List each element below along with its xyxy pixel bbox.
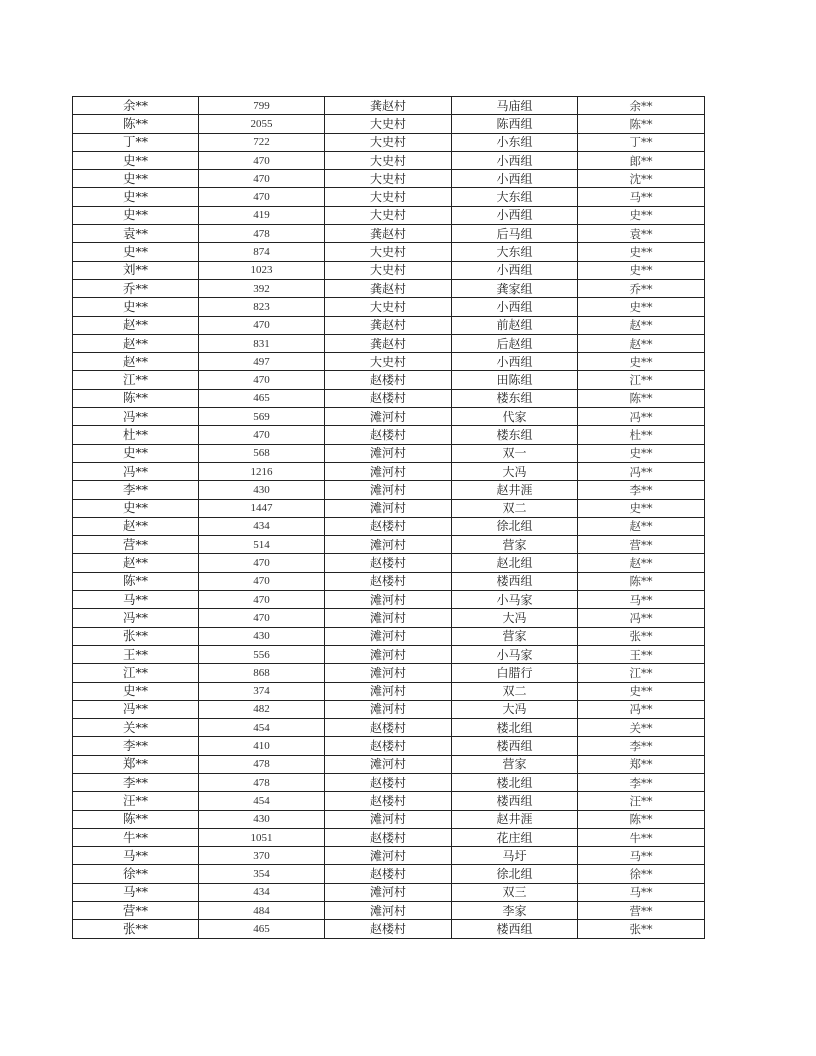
group-cell: 后马组 — [452, 225, 578, 243]
name-cell: 乔** — [73, 279, 199, 297]
name-cell: 江** — [73, 664, 199, 682]
group-cell: 大冯 — [452, 700, 578, 718]
table-row — [73, 151, 705, 169]
group-cell: 前赵组 — [452, 316, 578, 334]
amount-cell: 799 — [199, 97, 325, 115]
agent-cell: 江** — [578, 664, 705, 682]
group-cell: 马庙组 — [452, 97, 578, 115]
group-cell: 楼东组 — [452, 389, 578, 407]
agent-cell: 袁** — [578, 225, 705, 243]
group-cell: 小西组 — [452, 170, 578, 188]
table-row — [73, 591, 705, 609]
village-cell: 大史村 — [325, 243, 452, 261]
name-cell: 史** — [73, 444, 199, 462]
village-cell: 龚赵村 — [325, 334, 452, 352]
table-row — [73, 279, 705, 297]
name-cell: 马** — [73, 883, 199, 901]
village-cell: 赵楼村 — [325, 572, 452, 590]
village-cell: 滩河村 — [325, 462, 452, 480]
amount-cell: 722 — [199, 133, 325, 151]
amount-cell: 874 — [199, 243, 325, 261]
village-cell: 龚赵村 — [325, 279, 452, 297]
agent-cell: 营** — [578, 902, 705, 920]
group-cell: 双三 — [452, 883, 578, 901]
name-cell: 史** — [73, 170, 199, 188]
name-cell: 陈** — [73, 810, 199, 828]
name-cell: 冯** — [73, 609, 199, 627]
village-cell: 赵楼村 — [325, 737, 452, 755]
agent-cell: 史** — [578, 499, 705, 517]
amount-cell: 568 — [199, 444, 325, 462]
table-row — [73, 188, 705, 206]
group-cell: 双一 — [452, 444, 578, 462]
agent-cell: 马** — [578, 591, 705, 609]
table-row — [73, 170, 705, 188]
table-row — [73, 115, 705, 133]
village-cell: 滩河村 — [325, 755, 452, 773]
group-cell: 赵井涯 — [452, 810, 578, 828]
table-row — [73, 645, 705, 663]
table-row — [73, 444, 705, 462]
village-cell: 大史村 — [325, 133, 452, 151]
village-cell: 滩河村 — [325, 499, 452, 517]
agent-cell: 余** — [578, 97, 705, 115]
group-cell: 徐北组 — [452, 865, 578, 883]
name-cell: 李** — [73, 773, 199, 791]
group-cell: 大东组 — [452, 243, 578, 261]
amount-cell: 569 — [199, 408, 325, 426]
amount-cell: 484 — [199, 902, 325, 920]
amount-cell: 2055 — [199, 115, 325, 133]
table-row — [73, 865, 705, 883]
table-row — [73, 700, 705, 718]
village-cell: 大史村 — [325, 298, 452, 316]
name-cell: 江** — [73, 371, 199, 389]
table-row — [73, 737, 705, 755]
village-cell: 滩河村 — [325, 444, 452, 462]
name-cell: 冯** — [73, 408, 199, 426]
name-cell: 陈** — [73, 572, 199, 590]
name-cell: 史** — [73, 188, 199, 206]
name-cell: 史** — [73, 298, 199, 316]
amount-cell: 470 — [199, 151, 325, 169]
village-cell: 大史村 — [325, 188, 452, 206]
village-cell: 滩河村 — [325, 627, 452, 645]
group-cell: 赵北组 — [452, 554, 578, 572]
name-cell: 营** — [73, 902, 199, 920]
agent-cell: 史** — [578, 444, 705, 462]
table-row — [73, 133, 705, 151]
group-cell: 小马家 — [452, 645, 578, 663]
agent-cell: 李** — [578, 773, 705, 791]
group-cell: 双二 — [452, 499, 578, 517]
agent-cell: 张** — [578, 920, 705, 938]
group-cell: 楼西组 — [452, 572, 578, 590]
name-cell: 营** — [73, 536, 199, 554]
name-cell: 赵** — [73, 353, 199, 371]
name-cell: 马** — [73, 591, 199, 609]
agent-cell: 史** — [578, 261, 705, 279]
table-row — [73, 792, 705, 810]
agent-cell: 冯** — [578, 700, 705, 718]
table-row — [73, 773, 705, 791]
amount-cell: 470 — [199, 554, 325, 572]
group-cell: 楼西组 — [452, 792, 578, 810]
village-cell: 滩河村 — [325, 682, 452, 700]
amount-cell: 454 — [199, 719, 325, 737]
name-cell: 丁** — [73, 133, 199, 151]
village-cell: 龚赵村 — [325, 316, 452, 334]
agent-cell: 李** — [578, 737, 705, 755]
amount-cell: 1051 — [199, 828, 325, 846]
amount-cell: 868 — [199, 664, 325, 682]
group-cell: 后赵组 — [452, 334, 578, 352]
village-cell: 赵楼村 — [325, 920, 452, 938]
name-cell: 郑** — [73, 755, 199, 773]
table-row — [73, 243, 705, 261]
group-cell: 马圩 — [452, 847, 578, 865]
table-row — [73, 408, 705, 426]
village-cell: 赵楼村 — [325, 792, 452, 810]
amount-cell: 465 — [199, 389, 325, 407]
table-row — [73, 627, 705, 645]
name-cell: 李** — [73, 737, 199, 755]
table-row — [73, 536, 705, 554]
table-row — [73, 920, 705, 938]
amount-cell: 478 — [199, 225, 325, 243]
name-cell: 赵** — [73, 554, 199, 572]
name-cell: 赵** — [73, 316, 199, 334]
agent-cell: 冯** — [578, 609, 705, 627]
table-row — [73, 572, 705, 590]
table-row — [73, 828, 705, 846]
agent-cell: 赵** — [578, 517, 705, 535]
agent-cell: 赵** — [578, 334, 705, 352]
table-row — [73, 298, 705, 316]
group-cell: 龚家组 — [452, 279, 578, 297]
village-cell: 滩河村 — [325, 481, 452, 499]
agent-cell: 郎** — [578, 151, 705, 169]
agent-cell: 郑** — [578, 755, 705, 773]
village-cell: 大史村 — [325, 353, 452, 371]
village-cell: 大史村 — [325, 115, 452, 133]
village-cell: 大史村 — [325, 261, 452, 279]
name-cell: 徐** — [73, 865, 199, 883]
amount-cell: 434 — [199, 883, 325, 901]
group-cell: 赵井涯 — [452, 481, 578, 499]
name-cell: 陈** — [73, 115, 199, 133]
amount-cell: 514 — [199, 536, 325, 554]
village-cell: 滩河村 — [325, 902, 452, 920]
amount-cell: 374 — [199, 682, 325, 700]
name-cell: 史** — [73, 243, 199, 261]
group-cell: 徐北组 — [452, 517, 578, 535]
amount-cell: 470 — [199, 572, 325, 590]
table-row — [73, 682, 705, 700]
agent-cell: 王** — [578, 645, 705, 663]
table-row — [73, 426, 705, 444]
name-cell: 牛** — [73, 828, 199, 846]
agent-cell: 陈** — [578, 810, 705, 828]
table-row — [73, 371, 705, 389]
amount-cell: 419 — [199, 206, 325, 224]
table-row — [73, 847, 705, 865]
village-cell: 滩河村 — [325, 536, 452, 554]
agent-cell: 史** — [578, 353, 705, 371]
amount-cell: 470 — [199, 316, 325, 334]
name-cell: 冯** — [73, 462, 199, 480]
agent-cell: 汪** — [578, 792, 705, 810]
table-row — [73, 755, 705, 773]
agent-cell: 赵** — [578, 316, 705, 334]
agent-cell: 陈** — [578, 389, 705, 407]
table-row — [73, 206, 705, 224]
village-cell: 滩河村 — [325, 883, 452, 901]
agent-cell: 冯** — [578, 462, 705, 480]
amount-cell: 482 — [199, 700, 325, 718]
table-body — [73, 97, 705, 939]
group-cell: 楼北组 — [452, 719, 578, 737]
group-cell: 大东组 — [452, 188, 578, 206]
group-cell: 李家 — [452, 902, 578, 920]
amount-cell: 497 — [199, 353, 325, 371]
agent-cell: 徐** — [578, 865, 705, 883]
agent-cell: 史** — [578, 243, 705, 261]
village-cell: 赵楼村 — [325, 426, 452, 444]
table-row — [73, 316, 705, 334]
agent-cell: 牛** — [578, 828, 705, 846]
agent-cell: 关** — [578, 719, 705, 737]
name-cell: 史** — [73, 206, 199, 224]
amount-cell: 1447 — [199, 499, 325, 517]
name-cell: 赵** — [73, 334, 199, 352]
village-cell: 大史村 — [325, 206, 452, 224]
amount-cell: 470 — [199, 188, 325, 206]
table-row — [73, 883, 705, 901]
village-cell: 赵楼村 — [325, 719, 452, 737]
agent-cell: 乔** — [578, 279, 705, 297]
group-cell: 小西组 — [452, 206, 578, 224]
table-row — [73, 554, 705, 572]
village-cell: 大史村 — [325, 151, 452, 169]
amount-cell: 1216 — [199, 462, 325, 480]
table-row — [73, 719, 705, 737]
amount-cell: 1023 — [199, 261, 325, 279]
group-cell: 小西组 — [452, 261, 578, 279]
amount-cell: 478 — [199, 755, 325, 773]
amount-cell: 430 — [199, 810, 325, 828]
group-cell: 陈西组 — [452, 115, 578, 133]
group-cell: 小东组 — [452, 133, 578, 151]
amount-cell: 823 — [199, 298, 325, 316]
village-cell: 龚赵村 — [325, 97, 452, 115]
village-cell: 滩河村 — [325, 408, 452, 426]
village-cell: 滩河村 — [325, 810, 452, 828]
table-row — [73, 664, 705, 682]
agent-cell: 马** — [578, 188, 705, 206]
group-cell: 田陈组 — [452, 371, 578, 389]
group-cell: 小西组 — [452, 353, 578, 371]
village-cell: 滩河村 — [325, 645, 452, 663]
table-row — [73, 353, 705, 371]
village-cell: 龚赵村 — [325, 225, 452, 243]
amount-cell: 454 — [199, 792, 325, 810]
group-cell: 营家 — [452, 627, 578, 645]
name-cell: 史** — [73, 682, 199, 700]
agent-cell: 冯** — [578, 408, 705, 426]
name-cell: 史** — [73, 499, 199, 517]
group-cell: 双二 — [452, 682, 578, 700]
amount-cell: 470 — [199, 426, 325, 444]
name-cell: 王** — [73, 645, 199, 663]
village-cell: 赵楼村 — [325, 828, 452, 846]
amount-cell: 831 — [199, 334, 325, 352]
agent-cell: 史** — [578, 206, 705, 224]
amount-cell: 430 — [199, 481, 325, 499]
name-cell: 陈** — [73, 389, 199, 407]
group-cell: 小马家 — [452, 591, 578, 609]
amount-cell: 470 — [199, 371, 325, 389]
name-cell: 冯** — [73, 700, 199, 718]
table-row — [73, 499, 705, 517]
village-cell: 赵楼村 — [325, 554, 452, 572]
agent-cell: 赵** — [578, 554, 705, 572]
amount-cell: 465 — [199, 920, 325, 938]
agent-cell: 张** — [578, 627, 705, 645]
group-cell: 楼东组 — [452, 426, 578, 444]
village-cell: 赵楼村 — [325, 371, 452, 389]
group-cell: 大冯 — [452, 462, 578, 480]
group-cell: 楼北组 — [452, 773, 578, 791]
table-row — [73, 902, 705, 920]
amount-cell: 410 — [199, 737, 325, 755]
agent-cell: 史** — [578, 682, 705, 700]
table-row — [73, 481, 705, 499]
table-row — [73, 225, 705, 243]
agent-cell: 营** — [578, 536, 705, 554]
name-cell: 张** — [73, 920, 199, 938]
agent-cell: 陈** — [578, 572, 705, 590]
name-cell: 刘** — [73, 261, 199, 279]
amount-cell: 392 — [199, 279, 325, 297]
amount-cell: 430 — [199, 627, 325, 645]
table-row — [73, 334, 705, 352]
amount-cell: 470 — [199, 591, 325, 609]
village-cell: 滩河村 — [325, 847, 452, 865]
village-cell: 赵楼村 — [325, 773, 452, 791]
name-cell: 张** — [73, 627, 199, 645]
agent-cell: 江** — [578, 371, 705, 389]
group-cell: 花庄组 — [452, 828, 578, 846]
agent-cell: 陈** — [578, 115, 705, 133]
group-cell: 楼西组 — [452, 737, 578, 755]
name-cell: 汪** — [73, 792, 199, 810]
name-cell: 杜** — [73, 426, 199, 444]
village-cell: 赵楼村 — [325, 865, 452, 883]
village-cell: 大史村 — [325, 170, 452, 188]
amount-cell: 370 — [199, 847, 325, 865]
agent-cell: 李** — [578, 481, 705, 499]
table-row — [73, 389, 705, 407]
name-cell: 马** — [73, 847, 199, 865]
group-cell: 营家 — [452, 536, 578, 554]
group-cell: 小西组 — [452, 298, 578, 316]
table-row — [73, 810, 705, 828]
amount-cell: 434 — [199, 517, 325, 535]
group-cell: 代家 — [452, 408, 578, 426]
group-cell: 营家 — [452, 755, 578, 773]
village-cell: 滩河村 — [325, 609, 452, 627]
amount-cell: 478 — [199, 773, 325, 791]
name-cell: 赵** — [73, 517, 199, 535]
group-cell: 楼西组 — [452, 920, 578, 938]
agent-cell: 丁** — [578, 133, 705, 151]
name-cell: 关** — [73, 719, 199, 737]
name-cell: 袁** — [73, 225, 199, 243]
village-cell: 滩河村 — [325, 591, 452, 609]
village-cell: 赵楼村 — [325, 517, 452, 535]
agent-cell: 史** — [578, 298, 705, 316]
table-row — [73, 462, 705, 480]
amount-cell: 470 — [199, 609, 325, 627]
name-cell: 史** — [73, 151, 199, 169]
amount-cell: 470 — [199, 170, 325, 188]
name-cell: 李** — [73, 481, 199, 499]
amount-cell: 556 — [199, 645, 325, 663]
agent-cell: 马** — [578, 883, 705, 901]
group-cell: 大冯 — [452, 609, 578, 627]
village-cell: 赵楼村 — [325, 389, 452, 407]
name-cell: 余** — [73, 97, 199, 115]
agent-cell: 沈** — [578, 170, 705, 188]
group-cell: 白腊行 — [452, 664, 578, 682]
village-cell: 滩河村 — [325, 664, 452, 682]
amount-cell: 354 — [199, 865, 325, 883]
table-row — [73, 261, 705, 279]
table-row — [73, 97, 705, 115]
group-cell: 小西组 — [452, 151, 578, 169]
table-row — [73, 609, 705, 627]
agent-cell: 马** — [578, 847, 705, 865]
village-cell: 滩河村 — [325, 700, 452, 718]
data-table — [72, 96, 705, 939]
table-row — [73, 517, 705, 535]
agent-cell: 杜** — [578, 426, 705, 444]
